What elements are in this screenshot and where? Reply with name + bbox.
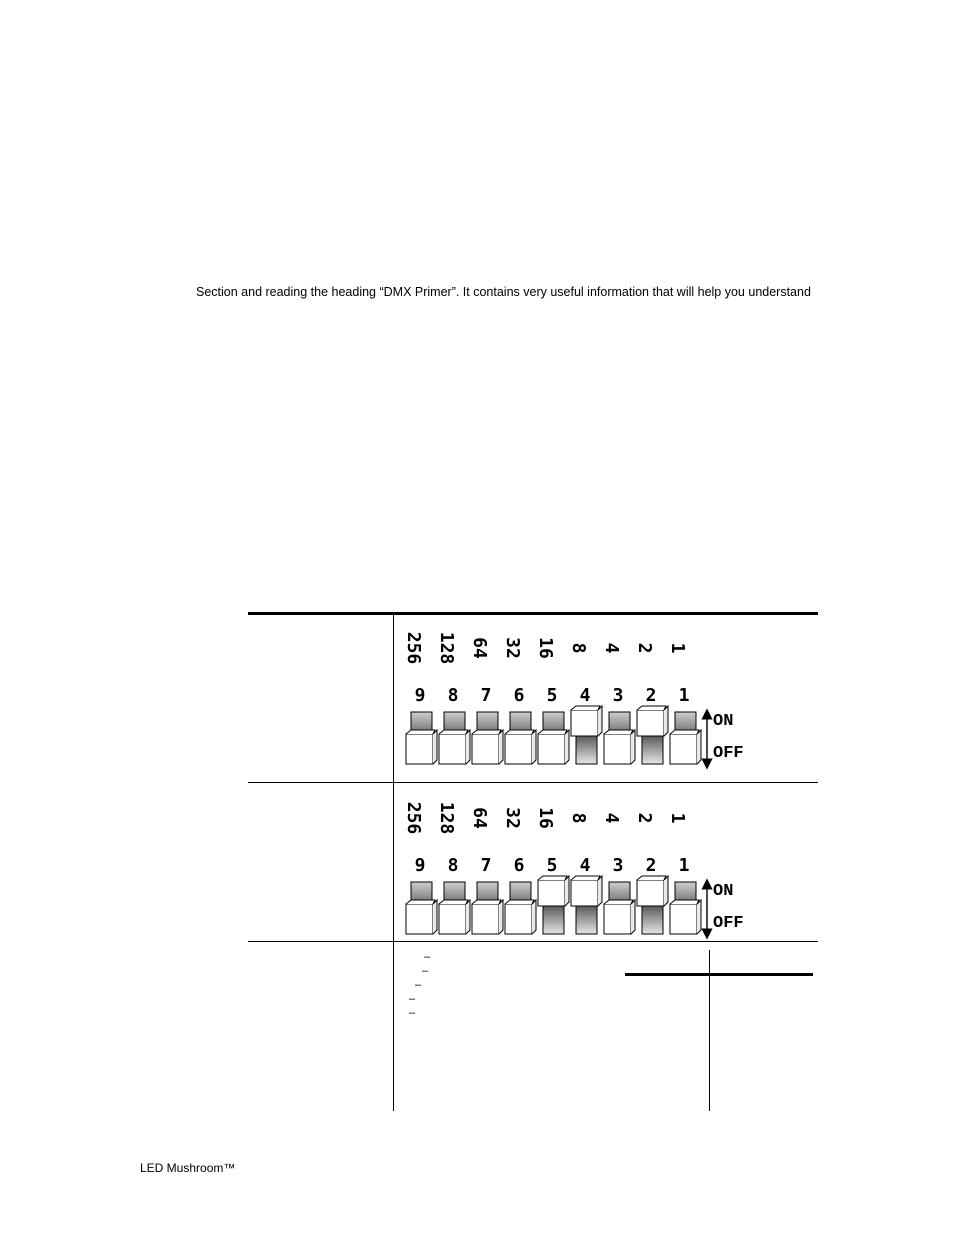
subtable-top-rule: [625, 973, 813, 976]
dash-mark: –: [415, 979, 422, 991]
dip-switch-number: 8: [447, 855, 459, 876]
dip-weight-label: 1: [667, 642, 688, 654]
dip-weight-label: 2: [634, 642, 655, 654]
dip-weight-label: 64: [469, 637, 490, 659]
dip-switch-off: [670, 882, 701, 934]
dip-switch-diagram-1: [394, 622, 818, 772]
dip-weight-label: 1: [667, 812, 688, 824]
dip-switch-off: [439, 712, 470, 764]
on-label: ON: [713, 882, 734, 901]
dip-switch-number: 4: [579, 685, 591, 706]
dip-switch-on: [637, 876, 668, 934]
dip-switch-off: [472, 712, 503, 764]
dip-switch-number: 6: [513, 685, 525, 706]
dip-switch-on: [571, 876, 602, 934]
dip-switch-number: 6: [513, 855, 525, 876]
table-top-rule: [248, 612, 818, 615]
dip-switch-off: [505, 882, 536, 934]
intro-paragraph: Section and reading the heading “DMX Primer”. It contains very useful information that will help you understand: [196, 285, 811, 299]
dip-switch-off: [670, 712, 701, 764]
dip-switch-number: 7: [480, 685, 492, 706]
dip-switch-number: 8: [447, 685, 459, 706]
dip-switch-on: [538, 876, 569, 934]
dip-switch-off: [439, 882, 470, 934]
dip-weight-label: 4: [601, 642, 622, 654]
dip-switch-number: 1: [678, 685, 690, 706]
dip-weight-label: 8: [568, 642, 589, 654]
dip-weight-label: 4: [601, 812, 622, 824]
dip-svg-2: [394, 792, 818, 942]
dip-weight-label: 32: [502, 807, 523, 829]
dip-switch-off: [538, 712, 569, 764]
subtable-column-divider: [709, 950, 710, 1111]
off-label: OFF: [713, 914, 744, 933]
dip-switch-number: 4: [579, 855, 591, 876]
dash-mark: –: [424, 951, 431, 963]
dip-switch-number: 1: [678, 855, 690, 876]
dip-weight-label: 16: [535, 637, 556, 659]
dip-switch-off: [604, 712, 635, 764]
row-divider-1: [248, 782, 818, 783]
dip-switch-number: 3: [612, 855, 624, 876]
dip-weight-label: 64: [469, 807, 490, 829]
dip-weight-label: 128: [436, 801, 457, 835]
on-label: ON: [713, 712, 734, 731]
footer-product-name: LED Mushroom™: [140, 1161, 236, 1175]
dip-switch-number: 7: [480, 855, 492, 876]
dip-weight-label: 32: [502, 637, 523, 659]
dip-weight-label: 256: [403, 631, 424, 665]
dip-weight-label: 2: [634, 812, 655, 824]
dip-weight-label: 16: [535, 807, 556, 829]
dip-svg-1: [394, 622, 818, 772]
dip-switch-off: [406, 882, 437, 934]
dip-switch-number: 5: [546, 685, 558, 706]
dip-switch-number: 3: [612, 685, 624, 706]
dip-weight-label: 8: [568, 812, 589, 824]
dip-switch-on: [571, 706, 602, 764]
dip-switch-on: [637, 706, 668, 764]
dip-weight-label: 256: [403, 801, 424, 835]
dash-mark: –: [422, 965, 429, 977]
dip-switch-number: 9: [414, 855, 426, 876]
dip-weight-label: 128: [436, 631, 457, 665]
dip-switch-number: 5: [546, 855, 558, 876]
dip-switch-off: [472, 882, 503, 934]
dash-mark: –: [409, 993, 416, 1005]
dip-switch-off: [505, 712, 536, 764]
dip-switch-off: [406, 712, 437, 764]
dip-switch-off: [604, 882, 635, 934]
dash-mark: –: [409, 1007, 416, 1019]
dip-switch-number: 9: [414, 685, 426, 706]
dip-switch-diagram-2: [394, 792, 818, 942]
dip-switch-number: 2: [645, 855, 657, 876]
dip-switch-number: 2: [645, 685, 657, 706]
off-label: OFF: [713, 744, 744, 763]
